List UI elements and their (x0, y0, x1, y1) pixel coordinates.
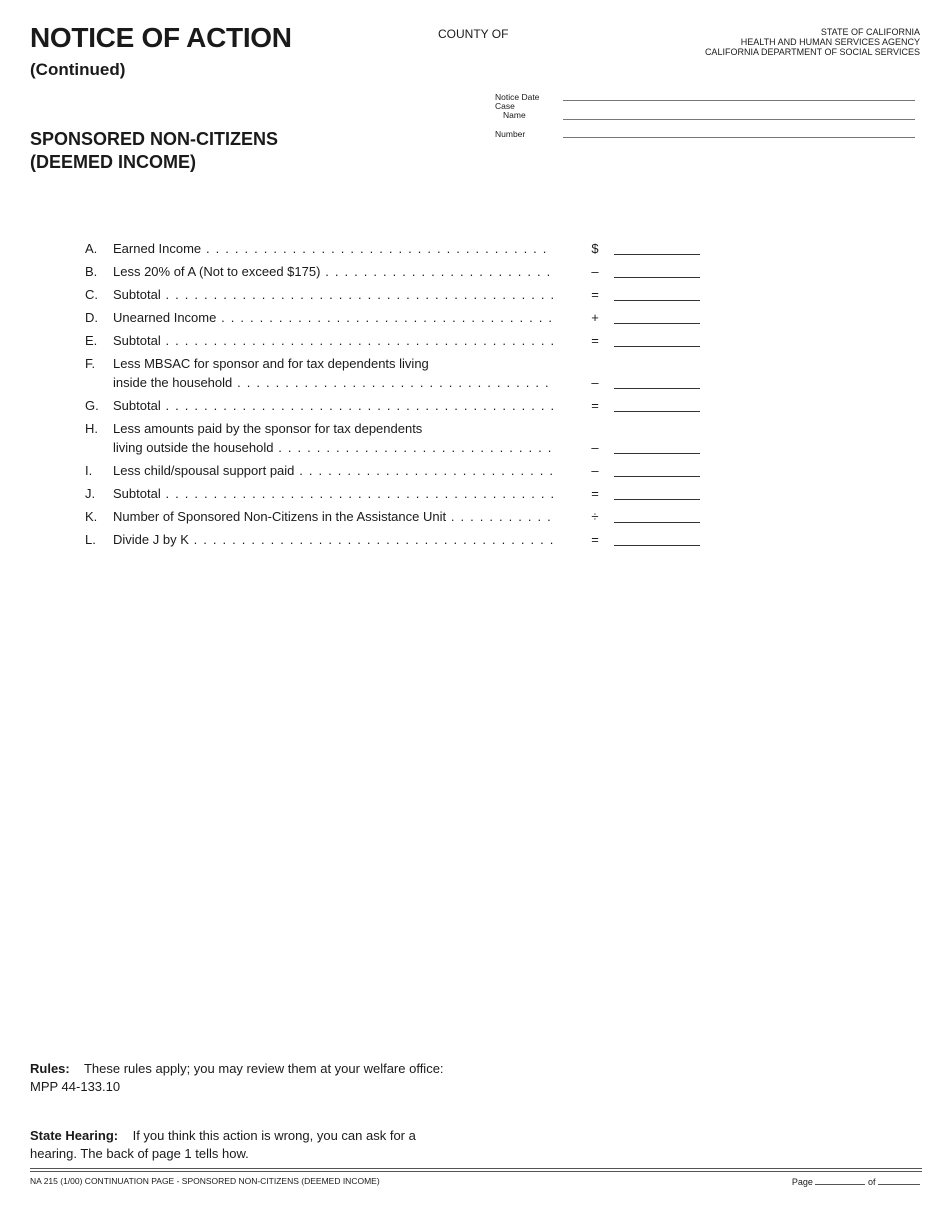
worksheet-row (85, 354, 705, 392)
section-title-line1: SPONSORED NON-CITIZENS (30, 129, 279, 149)
worksheet-row (85, 419, 705, 457)
rules-note (30, 1060, 450, 1096)
state-hearing-note (30, 1127, 450, 1163)
worksheet-row (85, 308, 705, 327)
row-amount-field[interactable] (614, 277, 700, 278)
notice-date-label: Notice Date (495, 92, 540, 102)
row-operator: – (591, 440, 599, 455)
page-total-field[interactable] (878, 1176, 920, 1185)
worksheet-row (85, 262, 705, 281)
row-label-line: Less MBSAC for sponsor and for tax dependents living (113, 356, 429, 371)
row-label (113, 262, 553, 281)
worksheet-row (85, 396, 705, 415)
row-operator: = (591, 333, 599, 348)
row-operator: – (591, 463, 599, 478)
row-label-line: Subtotal . . . (113, 396, 553, 415)
row-amount-field[interactable] (614, 453, 700, 454)
row-label (113, 419, 553, 457)
row-amount-field[interactable] (614, 499, 700, 500)
row-amount-field[interactable] (614, 545, 700, 546)
page-number (792, 1176, 920, 1187)
case-number-field[interactable] (563, 137, 915, 138)
row-label (113, 308, 553, 327)
form-title: NOTICE OF ACTION (30, 22, 292, 53)
county-label: COUNTY OF (438, 27, 509, 41)
agency-line1: STATE OF CALIFORNIA (820, 27, 920, 37)
row-label (113, 331, 553, 350)
row-operator: = (591, 486, 599, 501)
row-letter: G. (85, 398, 99, 413)
worksheet-row (85, 507, 705, 526)
row-label-line: inside the household . . . (113, 373, 553, 392)
row-label-line: Subtotal . . . (113, 331, 553, 350)
row-letter: B. (85, 264, 98, 279)
row-amount-field[interactable] (614, 411, 700, 412)
row-label (113, 484, 553, 503)
row-operator: – (591, 375, 599, 390)
row-amount-field[interactable] (614, 323, 700, 324)
row-amount-field[interactable] (614, 346, 700, 347)
row-letter: I. (85, 463, 93, 478)
name-label: Name (503, 110, 526, 120)
hearing-text: If you think this action is wrong, you can ask for a hearing. The back of page 1 tells how. (30, 1128, 416, 1161)
row-label-line: Subtotal . . . (113, 285, 553, 304)
row-label (113, 396, 553, 415)
row-amount-field[interactable] (614, 388, 700, 389)
worksheet-row (85, 239, 705, 258)
row-label-line: Less amounts paid by the sponsor for tax dependents (113, 421, 423, 436)
page-number-field[interactable] (815, 1176, 865, 1185)
row-amount-field[interactable] (614, 300, 700, 301)
row-label-line: Number of Sponsored Non-Citizens in the Assistance Unit . . . (113, 507, 553, 526)
case-label: Case (495, 101, 515, 111)
worksheet-row (85, 285, 705, 304)
footer-divider-top (30, 1168, 922, 1169)
row-operator: = (591, 398, 599, 413)
row-amount-field[interactable] (614, 522, 700, 523)
row-label-line: living outside the household . . . (113, 438, 553, 457)
row-letter: J. (85, 486, 96, 501)
row-label (113, 530, 553, 549)
form-subtitle: (Continued) (30, 60, 126, 79)
worksheet-row (85, 331, 705, 350)
row-label (113, 461, 553, 480)
row-label-line: Less child/spousal support paid . . . (113, 461, 553, 480)
worksheet-row (85, 461, 705, 480)
form-identifier: NA 215 (1/00) CONTINUATION PAGE - SPONSORED NON-CITIZENS (DEEMED INCOME) (30, 1176, 380, 1186)
row-letter: C. (85, 287, 98, 302)
row-letter: D. (85, 310, 98, 325)
row-label-line: Unearned Income . . . (113, 308, 553, 327)
page-label: Page (791, 1177, 813, 1187)
row-operator: ÷ (591, 509, 599, 524)
section-title (30, 128, 278, 174)
row-label (113, 239, 553, 258)
row-operator: = (591, 287, 599, 302)
number-label: Number (495, 129, 526, 139)
row-label (113, 354, 553, 392)
agency-line3: CALIFORNIA DEPARTMENT OF SOCIAL SERVICES (704, 47, 920, 57)
row-letter: A. (85, 241, 98, 256)
row-operator: $ (591, 241, 599, 256)
of-label: of (867, 1177, 876, 1187)
rules-text: These rules apply; you may review them at your welfare office: MPP 44-133.10 (30, 1061, 444, 1094)
rules-label: Rules: (30, 1061, 70, 1076)
row-amount-field[interactable] (614, 476, 700, 477)
agency-block (705, 27, 920, 57)
row-label (113, 285, 553, 304)
row-label-line: Less 20% of A (Not to exceed $175) . . . (113, 262, 553, 281)
row-letter: K. (85, 509, 98, 524)
row-letter: L. (85, 532, 96, 547)
agency-line2: HEALTH AND HUMAN SERVICES AGENCY (740, 37, 920, 47)
row-letter: E. (85, 333, 98, 348)
row-label-line: Divide J by K . . . (113, 530, 553, 549)
row-label (113, 507, 553, 526)
worksheet-row (85, 530, 705, 549)
row-letter: H. (85, 421, 98, 436)
row-amount-field[interactable] (614, 254, 700, 255)
row-letter: F. (85, 356, 96, 371)
row-label-line: Earned Income . . . (113, 239, 553, 258)
row-operator: – (591, 264, 599, 279)
notice-date-field[interactable] (563, 100, 915, 101)
worksheet-row (85, 484, 705, 503)
hearing-label: State Hearing: (30, 1128, 119, 1143)
case-name-field[interactable] (563, 119, 915, 120)
row-label-line: Subtotal . . . (113, 484, 553, 503)
row-operator: + (591, 310, 599, 325)
row-operator: = (591, 532, 599, 547)
footer-divider-bottom (30, 1171, 922, 1172)
section-title-line2: (DEEMED INCOME) (30, 152, 196, 172)
